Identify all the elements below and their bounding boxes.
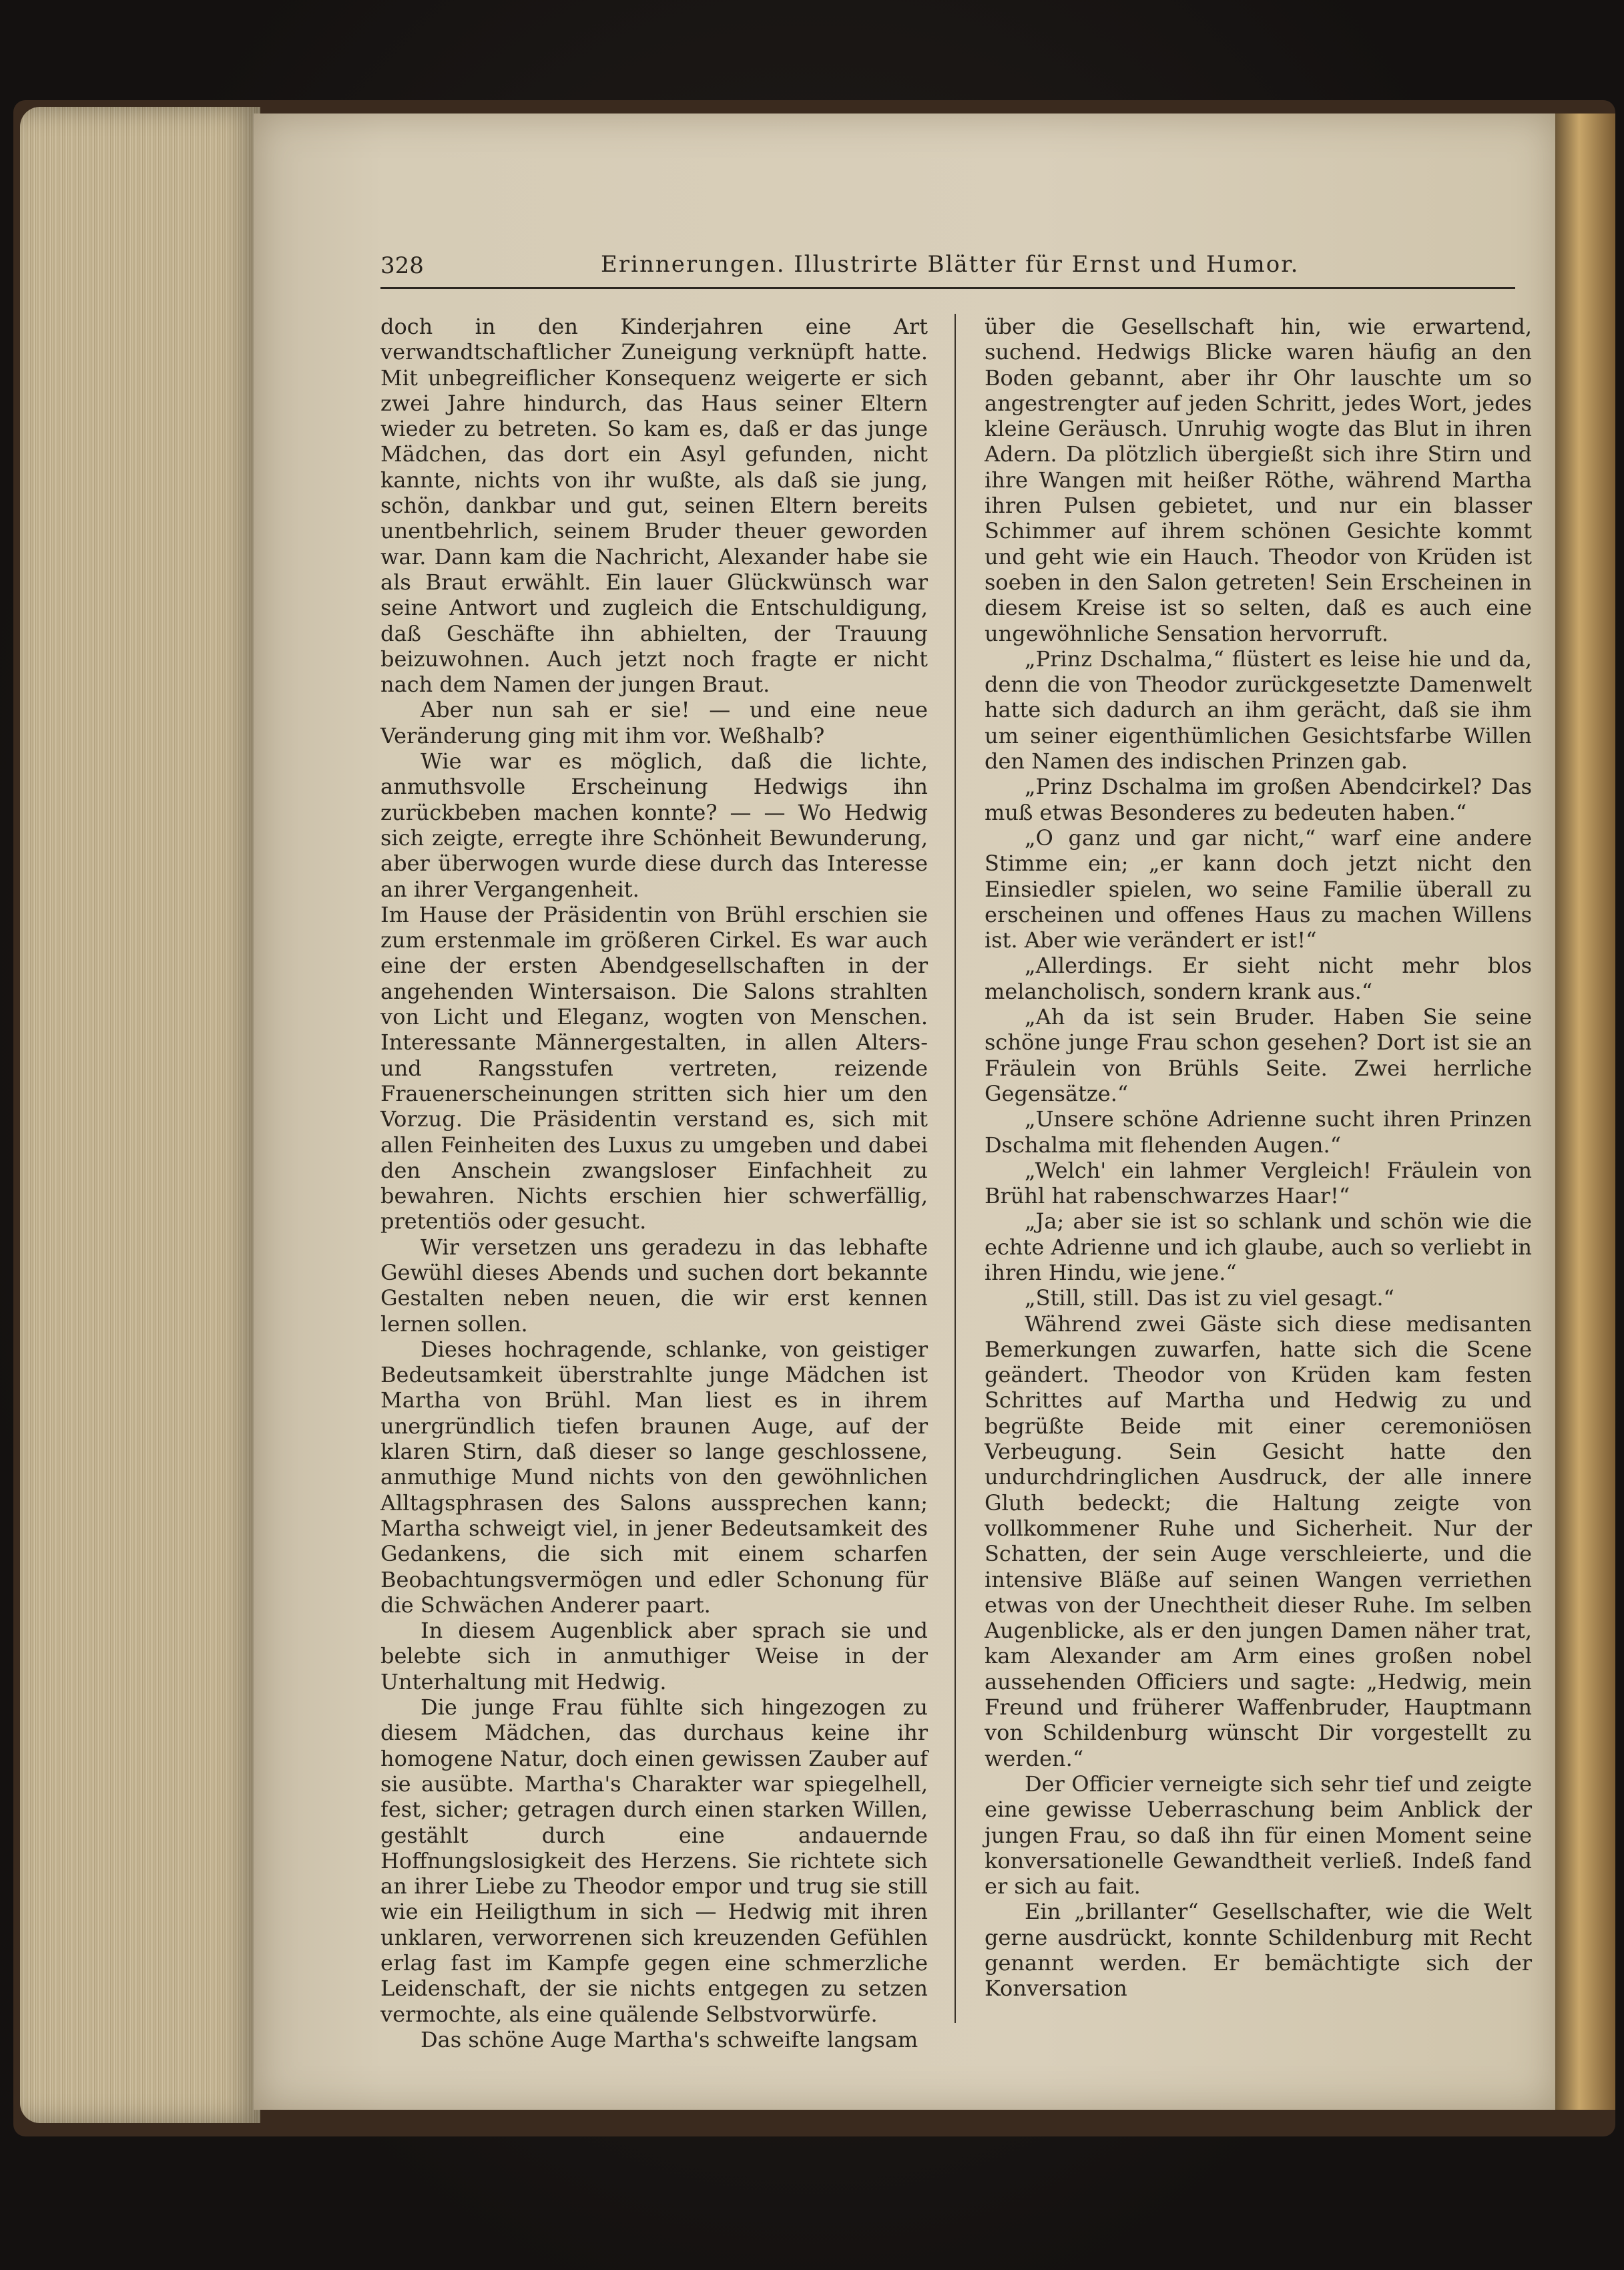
paragraph: Der Officier verneigte sich sehr tief und zeigte eine gewisse Ueberraschung beim Anblick der jungen Frau, so daß ihn für einen Moment seine konversationelle Gewandtheit verließ. Indeß fand er sich au fait.	[985, 1771, 1532, 1899]
text-column-right	[985, 314, 1532, 2036]
paragraph: Aber nun sah er sie! — und eine neue Veränderung ging mit ihm vor. Weßhalb?	[380, 697, 928, 748]
paragraph: Im Hause der Präsidentin von Brühl erschien sie zum erstenmale im größeren Cirkel. Es war auch eine der ersten Abendgesellschaften in der angehenden Wintersaison. Die Salons strahlten von Licht und Eleganz, wogten von Menschen. Interessante Männergestalten, in allen Alters- und Rangsstufen vertreten, reizende Frauenerscheinungen stritten sich hier um den Vorzug. Die Präsidentin verstand es, sich mit allen Feinheiten des Luxus zu umgeben und dabei den Anschein zwangsloser Einfachheit zu bewahren. Nichts erschien hier schwerfällig, pretentiös oder gesucht.	[380, 901, 928, 1234]
paragraph: „Prinz Dschalma,“ flüstert es leise hie und da, denn die von Theodor zurückgesetzte Damenwelt hatte sich dadurch an ihm gerächt, daß sie ihm um seiner eigenthümlichen Gesichtsfarbe Willen den Namen des indischen Prinzen gab.	[985, 646, 1532, 774]
page-edges-right	[1555, 114, 1615, 2110]
page-number: 328	[380, 252, 424, 279]
paragraph: „Unsere schöne Adrienne sucht ihren Prinzen Dschalma mit flehenden Augen.“	[985, 1106, 1532, 1158]
page-edges-left	[20, 107, 260, 2123]
paragraph: Dieses hochragende, schlanke, von geistiger Bedeutsamkeit überstrahlte junge Mädchen ist Martha von Brühl. Man liest es in ihrem unergründlich tiefen braunen Auge, auf der klaren Stirn, daß dieser so lange geschlossene, anmuthige Mund nichts von den gewöhnlichen Alltagsphrasen des Salons aussprechen kann; Martha schweigt viel, in jener Bedeutsamkeit des Gedankens, die sich mit einem scharfen Beobachtungsvermögen und edler Schonung für die Schwächen Anderer paart.	[380, 1336, 928, 1618]
paragraph: Ein „brillanter“ Gesellschafter, wie die Welt gerne ausdrückt, konnte Schildenburg mit Recht genannt werden. Er bemächtigte sich der Konversation	[985, 1899, 1532, 2002]
column-divider	[955, 314, 956, 2023]
paragraph: Das schöne Auge Martha's schweifte langsam	[421, 2026, 918, 2052]
paragraph: „Allerdings. Er sieht nicht mehr blos melancholisch, sondern krank aus.“	[985, 953, 1532, 1004]
running-title: Erinnerungen. Illustrirte Blätter für Ernst und Humor.	[601, 251, 1300, 278]
paragraph: „Ja; aber sie ist so schlank und schön wie die echte Adrienne und ich glaube, auch so verliebt in ihren Hindu, wie jene.“	[985, 1208, 1532, 1285]
paragraph: Während zwei Gäste sich diese medisanten Bemerkungen zuwarfen, hatte sich die Scene geändert. Theodor von Krüden kam festen Schrittes auf Martha und Hedwig zu und begrüßte Beide mit einer ceremoniösen Verbeugung. Sein Gesicht hatte den undurchdringlichen Ausdruck, der alle innere Gluth bedeckt; die Haltung zeigte von vollkommener Ruhe und Sicherheit. Nur der Schatten, der sein Auge verschleierte, und die intensive Bläße auf seinen Wangen verriethen etwas von der Unechtheit dieser Ruhe. Im selben Augenblicke, als er den jungen Damen näher trat, kam Alexander am Arm eines großen nobel aussehenden Officiers und sagte: „Hedwig, mein Freund und früherer Waffenbruder, Hauptmann von Schildenburg wünscht Dir vorgestellt zu werden.“	[985, 1311, 1532, 1771]
paragraph: doch in den Kinderjahren eine Art verwandtschaftlicher Zuneigung verknüpft hatte. Mit unbegreiflicher Konsequenz weigerte er sich zwei Jahre hindurch, das Haus seiner Eltern wieder zu betreten. So kam es, daß er das junge Mädchen, das dort ein Asyl gefunden, nicht kannte, nichts von ihr wußte, als daß sie jung, schön, dankbar und gut, seinen Eltern bereits unentbehrlich, seinem Bruder theuer geworden war. Dann kam die Nachricht, Alexander habe sie als Braut erwählt. Ein lauer Glückwünsch war seine Antwort und zugleich die Entschuldigung, daß Geschäfte ihn abhielten, der Trauung beizuwohnen. Auch jetzt noch fragte er nicht nach dem Namen der jungen Braut.	[380, 314, 928, 698]
page-header	[380, 247, 1515, 289]
paragraph: „O ganz und gar nicht,“ warf eine andere Stimme ein; „er kann doch jetzt nicht den Einsiedler spielen, wo seine Familie überall zu erscheinen und offenes Haus zu machen Willens ist. Aber wie verändert er ist!“	[985, 825, 1532, 953]
book-page	[254, 114, 1555, 2110]
text-column-left	[380, 314, 928, 2052]
paragraph: Wir versetzen uns geradezu in das lebhafte Gewühl dieses Abends und suchen dort bekannte Gestalten neben neuen, die wir erst kennen lernen sollen.	[380, 1234, 928, 1337]
paragraph: „Still, still. Das ist zu viel gesagt.“	[1025, 1285, 1394, 1311]
paragraph: „Ah da ist sein Bruder. Haben Sie seine schöne junge Frau schon gesehen? Dort ist sie an Fräulein von Brühls Seite. Zwei herrliche Gegensätze.“	[985, 1004, 1532, 1106]
paragraph: Wie war es möglich, daß die lichte, anmuthsvolle Erscheinung Hedwigs ihn zurückbeben machen konnte? — — Wo Hedwig sich zeigte, erregte ihre Schönheit Bewunderung, aber überwogen wurde diese durch das Interesse an ihrer Vergangenheit.	[380, 748, 928, 902]
paragraph: Die junge Frau fühlte sich hingezogen zu diesem Mädchen, das durchaus keine ihr homogene Natur, doch einen gewissen Zauber auf sie ausübte. Martha's Charakter war spiegelhell, fest, sicher; getragen durch einen starken Willen, gestählt durch eine andauernde Hoffnungslosigkeit des Herzens. Sie richtete sich an ihrer Liebe zu Theodor empor und trug sie still wie ein Heiligthum in sich — Hedwig mit ihren unklaren, verworrenen sich kreuzenden Gefühlen erlag fast im Kampfe gegen eine schmerzliche Leidenschaft, der sie nichts entgegen zu setzen vermochte, als eine quälende Selbstvorwürfe.	[380, 1694, 928, 2027]
paragraph: über die Gesellschaft hin, wie erwartend, suchend. Hedwigs Blicke waren häufig an den Boden gebannt, aber ihr Ohr lauschte um so angestrengter auf jeden Schritt, jedes Wort, jedes kleine Geräusch. Unruhig wogte das Blut in ihren Adern. Da plötzlich übergießt sich ihre Stirn und ihre Wangen mit heißer Röthe, während Martha ihren Pulsen gebietet, und nur ein blasser Schimmer auf ihrem schönen Gesichte kommt und geht wie ein Hauch. Theodor von Krüden ist soeben in den Salon getreten! Sein Erscheinen in diesem Kreise ist so selten, daß es auch eine ungewöhnliche Sensation hervorruft.	[985, 314, 1532, 646]
paragraph: „Prinz Dschalma im großen Abendcirkel? Das muß etwas Besonderes zu bedeuten haben.“	[985, 774, 1532, 825]
paragraph: „Welch' ein lahmer Vergleich! Fräulein von Brühl hat rabenschwarzes Haar!“	[985, 1157, 1532, 1209]
paragraph: In diesem Augenblick aber sprach sie und belebte sich in anmuthiger Weise in der Unterhaltung mit Hedwig.	[380, 1618, 928, 1694]
